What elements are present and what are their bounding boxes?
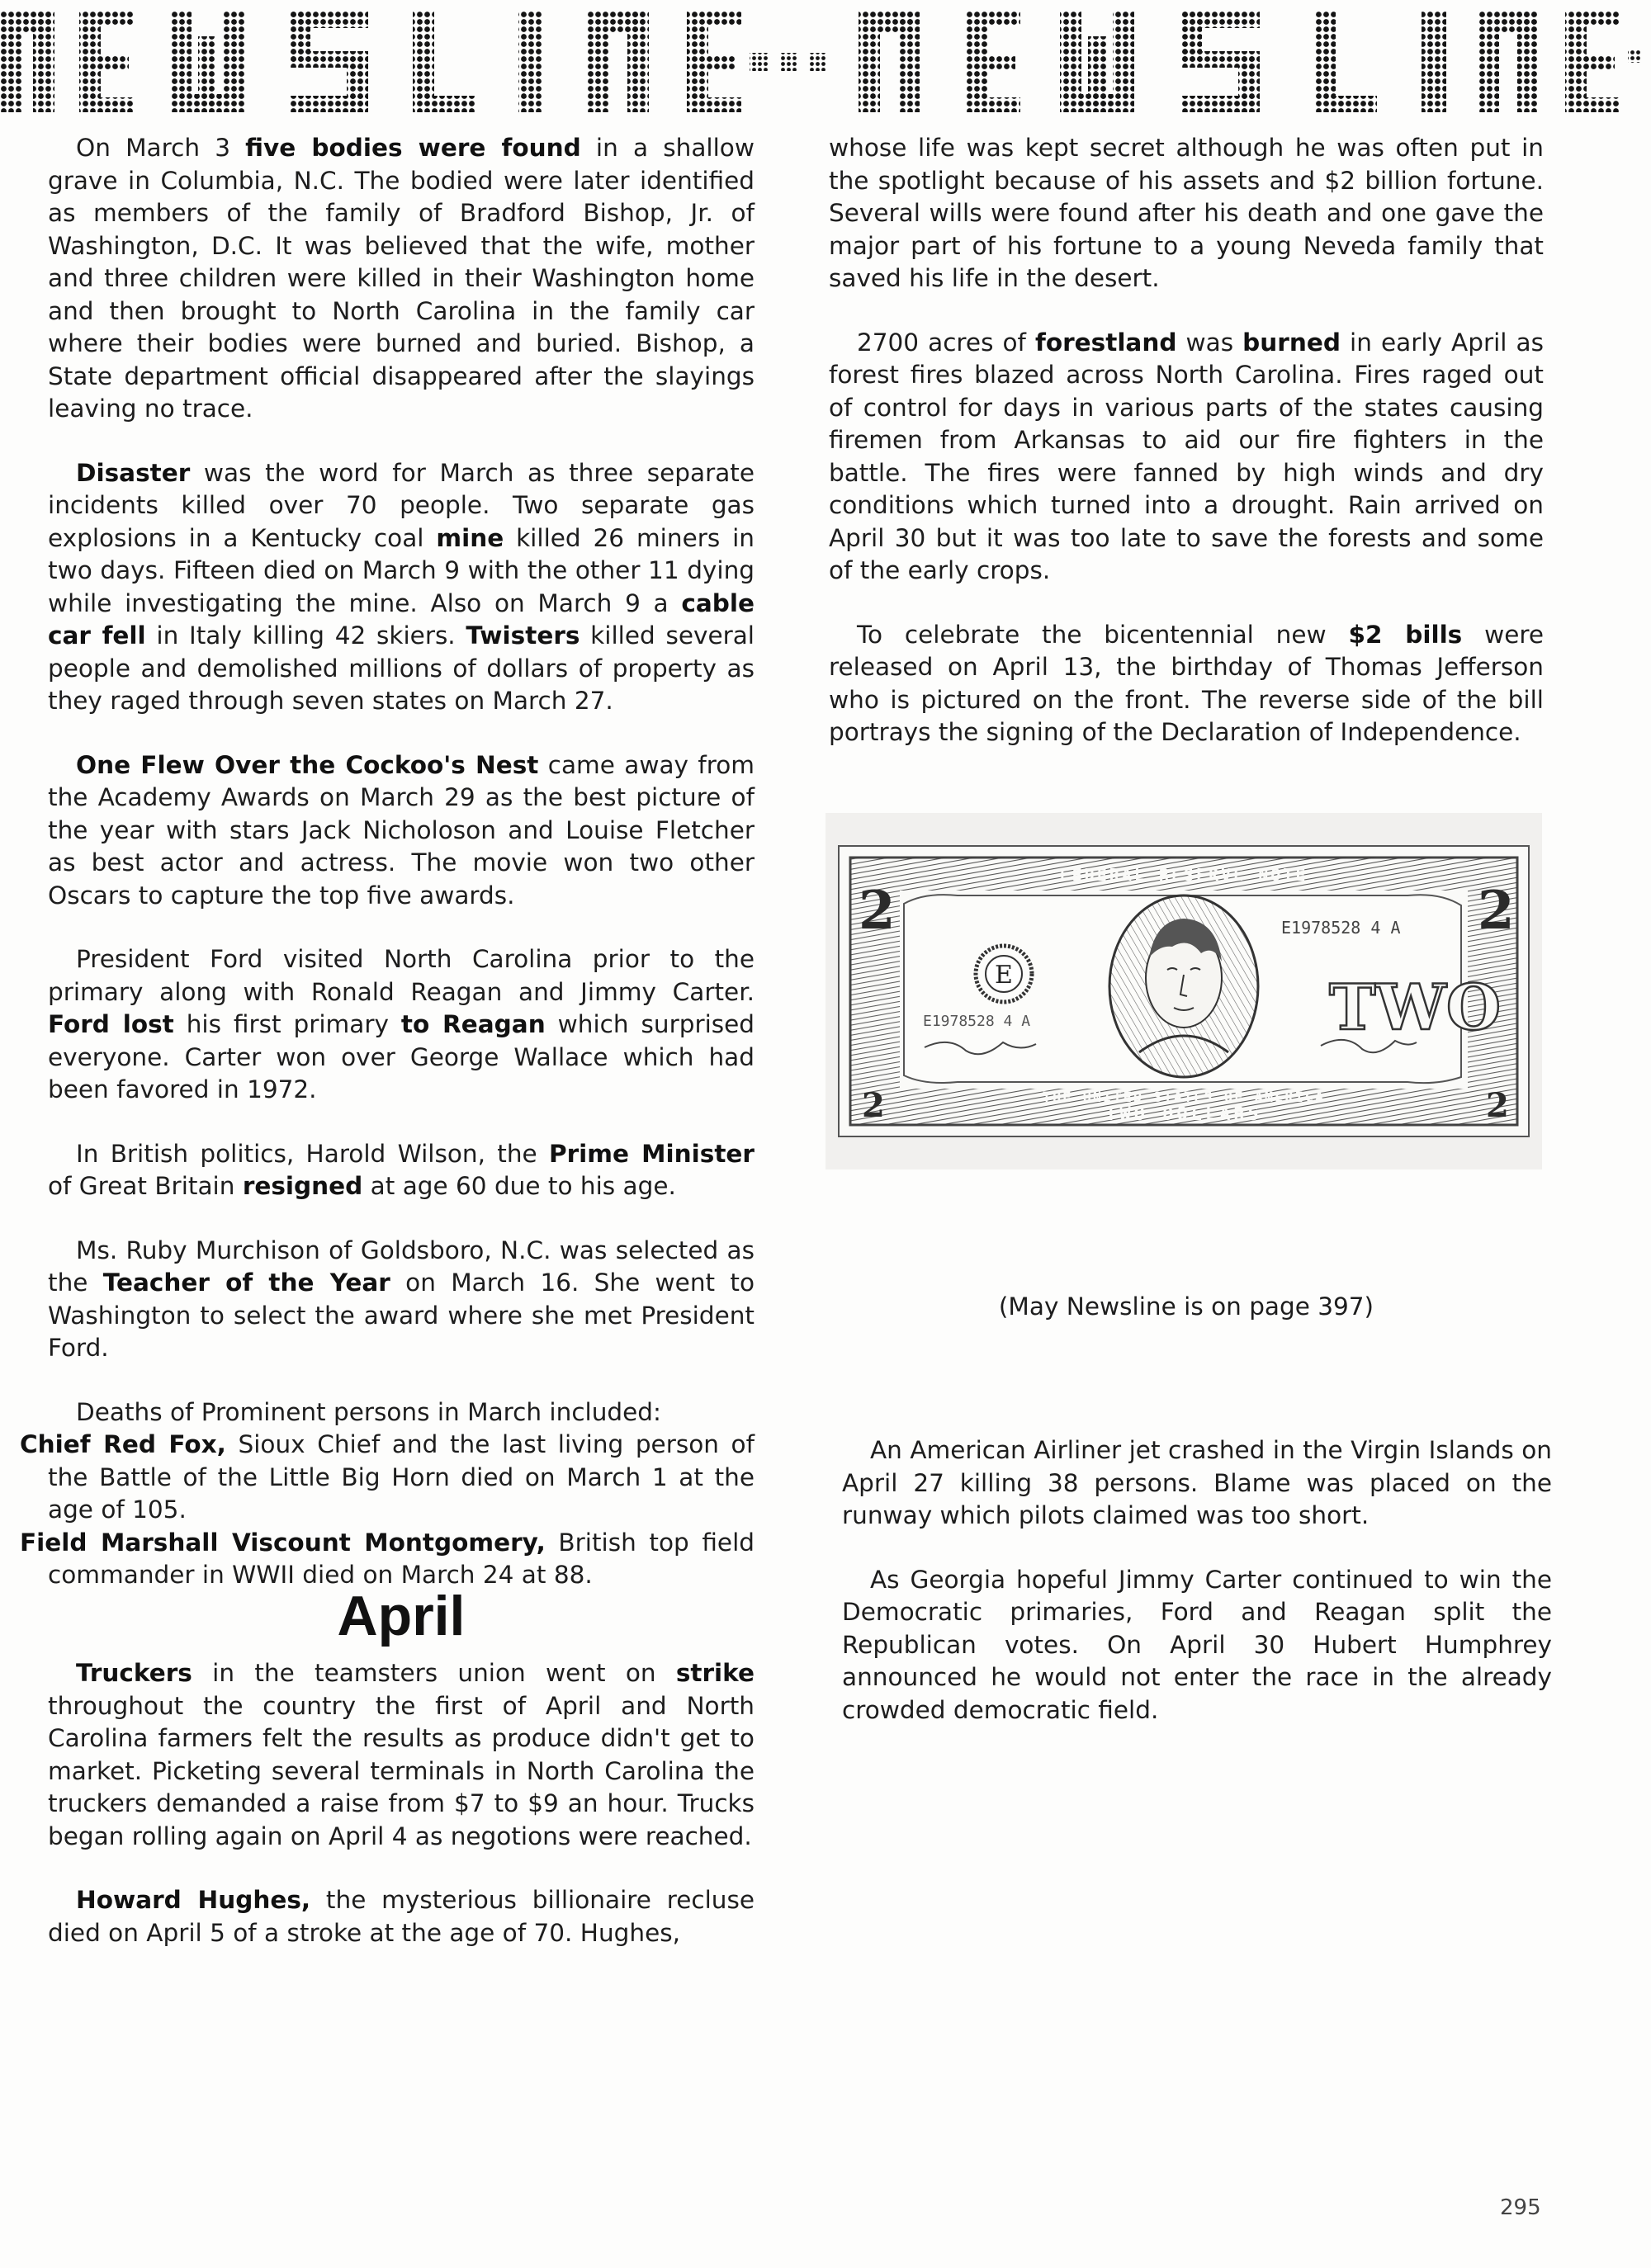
article-forest-fires: 2700 acres of forestland was burned in early April as forest fires blazed across North Carolina. Fires raged out of control for days in various parts of the states causing firemen from Arkansas to aid our fire fighters in the battle. The fires were fanned by high winds and dry conditions which turned into a drought. Rain arrived on April 30 but it was too late to save the forests and some of the early crops. xyxy=(829,328,1544,584)
article-bodies-found: On March 3 five bodies were found in a shallow grave in Columbia, N.C. The bodied were later identified as members of the family of Bradford Bishop, Jr. of Washington, D.C. It was believed that the wife, mother and three children were killed in their Washington home and then brought to North Carolina in the family car where their bodies were burned and buried. Bishop, a State department official disappeared after the slayings leaving no trace. xyxy=(48,134,755,423)
left-column xyxy=(20,132,755,1981)
bill-denom-bottom-right: 2 xyxy=(1486,1086,1509,1125)
may-newsline-caption: (May Newsline is on page 397) xyxy=(998,1292,1374,1321)
two-dollar-bill-sketch xyxy=(826,813,1542,1169)
bill-denom-bottom-left: 2 xyxy=(862,1086,885,1125)
article-hughes-continued: whose life was kept secret although he was often put in the spotlight because of his assets and $2 billion fortune. Several wills were found after his death and one gave the major part of his fortune to a young Neveda family that saved his life in the desert. xyxy=(829,134,1544,292)
right-column xyxy=(829,132,1544,781)
newsline-banner xyxy=(0,3,1651,119)
bill-serial-top: E1978528 4 A xyxy=(1281,918,1401,938)
bill-bottom-word: TWO DOLLARS xyxy=(1105,1104,1262,1125)
right-column-lower xyxy=(842,1434,1552,1758)
bill-top-text: FEDERAL RESERVE NOTE xyxy=(1059,865,1308,885)
bill-seal-letter: E xyxy=(995,961,1013,990)
article-two-dollar-bills: To celebrate the bicentennial new $2 bills were released on April 13, the birthday of Thomas Jefferson who is pictured on the front. The reverse side of the bill portrays the signing of the Declaration of Independence. xyxy=(829,620,1544,746)
newsline-banner-graphic xyxy=(0,3,1651,119)
article-disaster: Disaster was the word for March as three separate incidents killed over 70 people. Two separate gas explosions in a Kentucky coal mine killed 26 miners in two days. Fifteen died on March 9 with the other 11 dying while investigating the mine. Also on March 9 a cable car fell in Italy killing 42 skiers. Twisters killed several people and demolished millions of dollars of property as they raged through seven states on March 27. xyxy=(48,458,755,715)
article-deaths-march: Deaths of Prominent persons in March included: Chief Red Fox, Sioux Chief and the last living person of the Battle of the Little Big Horn died on March 1 at the age of 105. Field Marshall Viscount Montgomery, British top field commander in WWII died on March 24 at 88. xyxy=(20,1397,755,1589)
bill-denom-top-right: 2 xyxy=(1478,880,1515,942)
bill-denom-top-left: 2 xyxy=(859,880,896,942)
article-british-politics: In British politics, Harold Wilson, the Prime Minister of Great Britain resigned at age 60 due to his age. xyxy=(48,1139,755,1200)
article-airliner-crash: An American Airliner jet crashed in the Virgin Islands on April 27 killing 38 persons. Blame was placed on the runway which pilots claimed was too short. xyxy=(842,1436,1552,1529)
article-truckers-strike: Truckers in the teamsters union went on strike throughout the country the first of April and North Carolina farmers felt the results as produce didn't get to market. Picketing several terminals in North Carolina the truckers demanded a raise from $7 to $9 an hour. Trucks began rolling again on April 4 as negotions were reached. xyxy=(48,1659,755,1850)
bill-drawing xyxy=(826,813,1542,1169)
article-howard-hughes: Howard Hughes, the mysterious billionaire recluse died on April 5 of a stroke at the age of 70. Hughes, xyxy=(48,1886,755,1947)
section-heading-april: April xyxy=(337,1584,466,1647)
article-academy-awards: One Flew Over the Cockoo's Nest came away from the Academy Awards on March 29 as the best picture of the year with stars Jack Nicholoson and Louise Fletcher as best actor and actress. The movie won two other Oscars to capture the top five awards. xyxy=(48,750,755,910)
article-teacher-of-year: Ms. Ruby Murchison of Goldsboro, N.C. was selected as the Teacher of the Year on March 16. She went to Washington to select the award where she met President Ford. xyxy=(48,1236,755,1362)
bill-serial-bottom: E1978528 4 A xyxy=(923,1013,1031,1030)
article-carter-primaries: As Georgia hopeful Jimmy Carter continued to win the Democratic primaries, Ford and Reagan split the Republican votes. On April 30 Hubert Humphrey announced he would not enter the race in the already crowded democratic field. xyxy=(842,1565,1552,1724)
bill-bottom-text: THE UNITED STATES OF AMERICA xyxy=(1042,1089,1326,1106)
article-ford-primary: President Ford visited North Carolina prior to the primary along with Ronald Reagan and Jimmy Carter. Ford lost his first primary to Reagan which surprised everyone. Carter won over George Wallace which had been favored in 1972. xyxy=(48,945,755,1103)
page-number: 295 xyxy=(1500,2195,1541,2220)
bill-two-word: TWO xyxy=(1329,971,1502,1044)
